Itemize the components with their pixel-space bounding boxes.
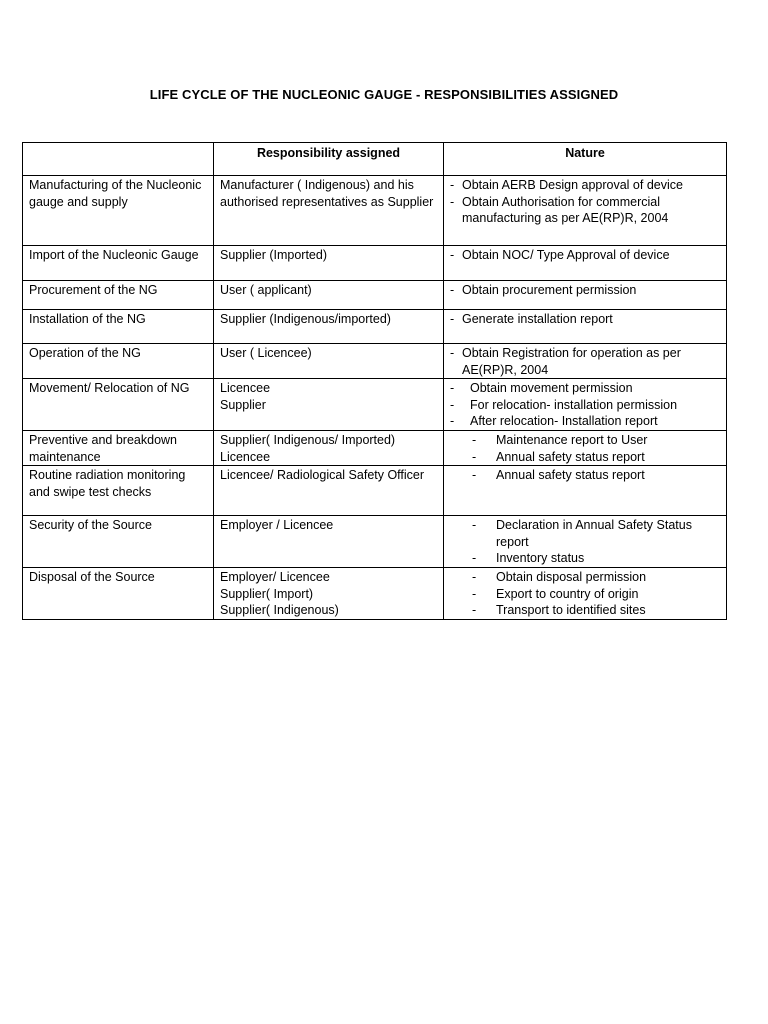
- nature-text: Transport to identified sites: [496, 603, 646, 618]
- bullet-dash: -: [450, 283, 455, 297]
- nature-cell: [444, 379, 727, 431]
- responsibilities-table: [22, 142, 727, 620]
- nature-list: [450, 380, 720, 430]
- nature-text: Obtain movement permission: [470, 381, 633, 396]
- bullet-dash: -: [472, 468, 477, 483]
- bullet-dash: -: [472, 551, 477, 566]
- nature-cell: [444, 344, 727, 379]
- nature-item: [450, 397, 720, 414]
- responsibility-line: Supplier( Indigenous/ Imported): [220, 432, 396, 447]
- responsibility-cell: [214, 310, 444, 344]
- bullet-dash: -: [450, 346, 455, 360]
- responsibility-line: Employer/ Licencee: [220, 569, 330, 584]
- nature-text: For relocation- installation permission: [470, 397, 678, 412]
- bullet-dash: -: [472, 432, 477, 447]
- nature-cell: [444, 176, 727, 246]
- nature-list: [450, 467, 720, 484]
- nature-cell: [444, 246, 727, 281]
- nature-cell: [444, 516, 727, 568]
- responsibility-line: Manufacturer ( Indigenous) and his authorised representatives as Supplier: [220, 178, 434, 209]
- responsibility-cell: [214, 466, 444, 516]
- stage-cell: Import of the Nucleonic Gauge: [23, 246, 214, 281]
- nature-text: Obtain NOC/ Type Approval of device: [462, 248, 670, 262]
- nature-item: [450, 517, 720, 550]
- nature-list: [450, 432, 720, 465]
- responsibility-line: User ( applicant): [220, 283, 312, 297]
- nature-list: [450, 569, 720, 619]
- bullet-dash: -: [450, 178, 455, 192]
- nature-list: [450, 247, 720, 264]
- bullet-dash: -: [450, 312, 455, 326]
- header-nature: Nature: [444, 143, 727, 176]
- nature-item: [450, 345, 720, 378]
- nature-cell: [444, 430, 727, 465]
- nature-text: Obtain Registration for operation as per AE(RP)R, 2004: [462, 346, 681, 377]
- responsibility-cell: [214, 379, 444, 431]
- table-row: [23, 344, 727, 379]
- nature-list: [450, 311, 720, 328]
- nature-text: Maintenance report to User: [496, 432, 648, 447]
- stage-cell: Procurement of the NG: [23, 281, 214, 310]
- table-row: [23, 310, 727, 344]
- nature-text: Obtain disposal permission: [496, 569, 647, 584]
- table-row: [23, 281, 727, 310]
- nature-item: [450, 247, 720, 264]
- bullet-dash: -: [472, 449, 477, 464]
- nature-item: [450, 550, 720, 567]
- bullet-dash: -: [450, 381, 455, 396]
- responsibility-cell: [214, 176, 444, 246]
- nature-text: Annual safety status report: [496, 468, 645, 483]
- nature-text: Obtain Authorisation for commercial manufacturing as per AE(RP)R, 2004: [462, 194, 669, 226]
- responsibility-cell: [214, 430, 444, 465]
- nature-list: [450, 345, 720, 378]
- nature-cell: [444, 310, 727, 344]
- responsibility-line: Supplier( Import): [220, 586, 314, 601]
- nature-text: Obtain procurement permission: [462, 283, 637, 297]
- bullet-dash: -: [472, 603, 477, 618]
- responsibility-cell: [214, 567, 444, 619]
- table-header-row: [23, 143, 727, 176]
- nature-item: [450, 467, 720, 484]
- responsibility-cell: [214, 281, 444, 310]
- table-row: [23, 379, 727, 431]
- nature-list: [450, 517, 720, 567]
- stage-cell: Preventive and breakdown maintenance: [23, 430, 214, 465]
- responsibility-line: Supplier (Imported): [220, 248, 327, 262]
- bullet-dash: -: [450, 194, 455, 209]
- table-row: [23, 176, 727, 246]
- nature-item: [450, 413, 720, 430]
- nature-item: [450, 449, 720, 466]
- responsibility-cell: [214, 246, 444, 281]
- stage-cell: Security of the Source: [23, 516, 214, 568]
- responsibility-line: Supplier( Indigenous): [220, 603, 339, 618]
- responsibility-cell: [214, 344, 444, 379]
- nature-item: [450, 282, 720, 299]
- nature-text: Declaration in Annual Safety Status report: [496, 518, 692, 549]
- responsibility-line: Supplier: [220, 397, 266, 412]
- nature-list: [450, 177, 720, 227]
- bullet-dash: -: [472, 586, 477, 601]
- nature-text: After relocation- Installation report: [470, 414, 658, 429]
- table-row: [23, 516, 727, 568]
- nature-cell: [444, 567, 727, 619]
- nature-text: Inventory status: [496, 551, 585, 566]
- nature-item: [450, 311, 720, 328]
- nature-item: [450, 569, 720, 586]
- bullet-dash: -: [472, 569, 477, 584]
- bullet-dash: -: [450, 248, 455, 262]
- nature-text: Export to country of origin: [496, 586, 639, 601]
- stage-cell: Routine radiation monitoring and swipe test checks: [23, 466, 214, 516]
- responsibility-line: Licencee: [220, 449, 271, 464]
- page-title: LIFE CYCLE OF THE NUCLEONIC GAUGE - RESPONSIBILITIES ASSIGNED: [149, 87, 619, 102]
- nature-item: [450, 380, 720, 397]
- responsibility-line: Employer / Licencee: [220, 518, 334, 533]
- bullet-dash: -: [450, 397, 455, 412]
- table-row: [23, 567, 727, 619]
- nature-list: [450, 282, 720, 299]
- table-body: [23, 176, 727, 620]
- table-row: [23, 430, 727, 465]
- stage-cell: Installation of the NG: [23, 310, 214, 344]
- nature-item: [450, 586, 720, 603]
- nature-text: Obtain AERB Design approval of device: [462, 178, 683, 192]
- bullet-dash: -: [450, 414, 455, 429]
- responsibility-line: User ( Licencee): [220, 346, 312, 360]
- responsibility-cell: [214, 516, 444, 568]
- stage-cell: Movement/ Relocation of NG: [23, 379, 214, 431]
- bullet-dash: -: [472, 518, 477, 533]
- nature-item: [450, 432, 720, 449]
- stage-cell: Disposal of the Source: [23, 567, 214, 619]
- nature-text: Annual safety status report: [496, 449, 645, 464]
- table-row: [23, 246, 727, 281]
- header-responsibility: Responsibility assigned: [214, 143, 444, 176]
- nature-item: [450, 194, 720, 227]
- stage-cell: Manufacturing of the Nucleonic gauge and supply: [23, 176, 214, 246]
- nature-cell: [444, 281, 727, 310]
- table-row: [23, 466, 727, 516]
- responsibility-line: Supplier (Indigenous/imported): [220, 312, 391, 326]
- nature-item: [450, 177, 720, 194]
- header-stage: [23, 143, 214, 176]
- nature-cell: [444, 466, 727, 516]
- stage-cell: Operation of the NG: [23, 344, 214, 379]
- nature-item: [450, 602, 720, 619]
- nature-text: Generate installation report: [462, 312, 613, 326]
- responsibility-line: Licencee: [220, 381, 271, 396]
- responsibility-line: Licencee/ Radiological Safety Officer: [220, 468, 425, 483]
